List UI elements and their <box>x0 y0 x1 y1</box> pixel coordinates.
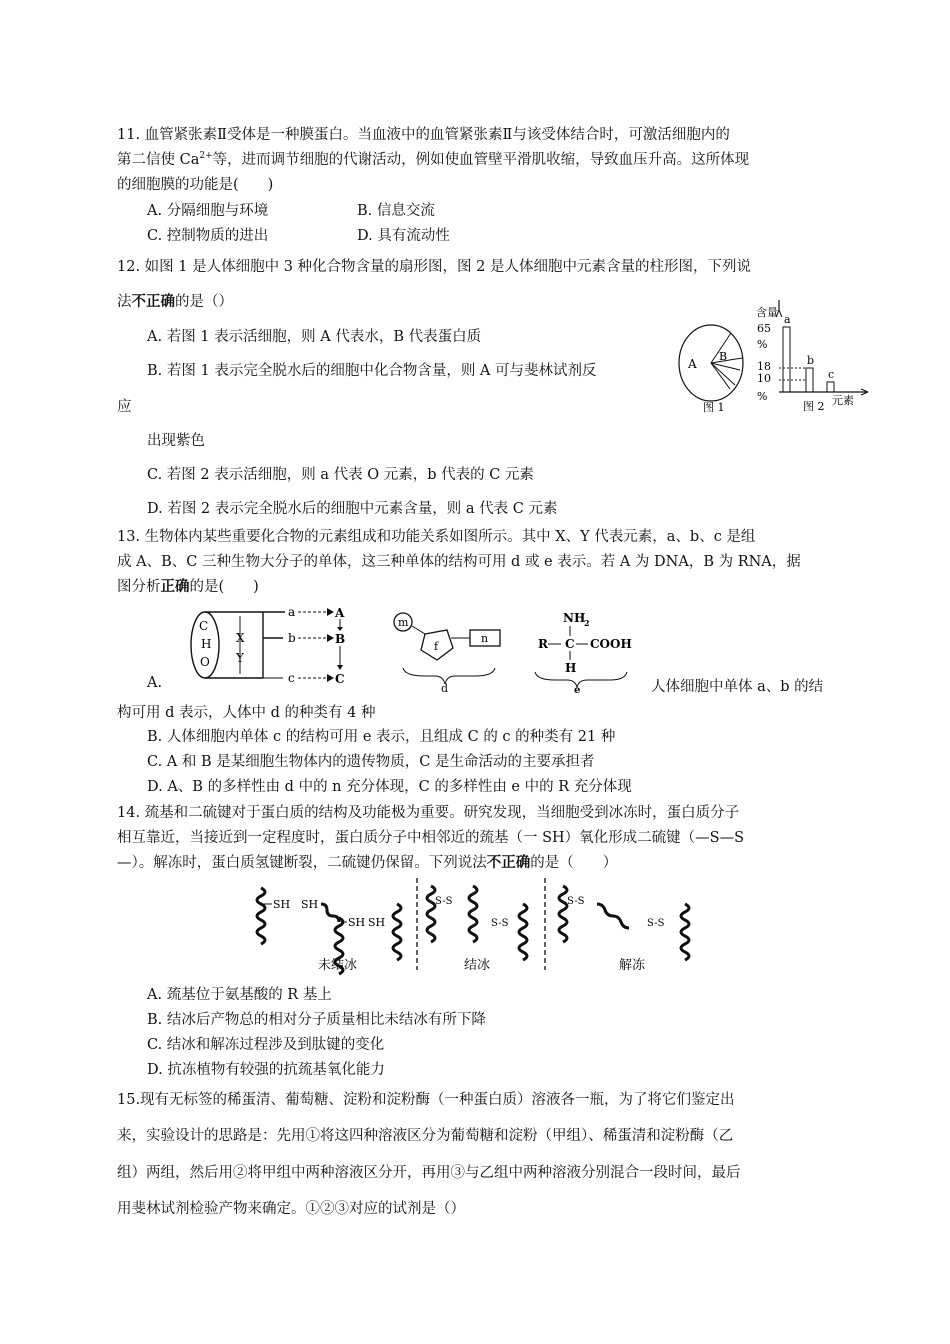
pie-label-a: A <box>688 357 697 371</box>
macro-a: A <box>335 606 345 620</box>
bar-label-c: c <box>828 368 835 381</box>
mono-b: b <box>288 631 296 645</box>
q13-option-d: D. A、B 的多样性由 d 中的 n 充分体现，C 的多样性由 e 中的 R 充分体现 <box>147 779 632 795</box>
nuc-n: n <box>481 632 489 645</box>
aa-nh2: NH <box>563 611 586 625</box>
nuc-f: f <box>434 640 439 653</box>
q14-figure <box>245 878 705 976</box>
q11-stem-line3: 的细胞膜的功能是( ) <box>117 177 274 193</box>
q11-option-d: D. 具有流动性 <box>357 228 450 244</box>
ss-sh-3: SH <box>348 916 366 929</box>
q12-option-b-wrap: 应 <box>117 399 132 415</box>
q12-option-d: D. 若图 2 表示完全脱水后的细胞中元素含量，则 a 代表 C 元素 <box>147 501 558 517</box>
q14-option-b: B. 结冰后产物总的相对分子质量相比未结冰有所下降 <box>147 1012 486 1028</box>
q11-stem-line2: 第二信使 $Ca^{2+}$等，进而调节细胞的代谢活动，例如使血管壁平滑肌收缩，导致血压升高。这所体现 <box>117 151 750 168</box>
q14-option-d: D. 抗冻植物有较强的抗巯基氧化能力 <box>147 1062 385 1078</box>
elem-x: X <box>236 631 245 645</box>
bar-pct-2: % <box>757 390 768 403</box>
q15-stem-line2: 来，实验设计的思路是：先用①将这四种溶液区分为葡萄糖和淀粉（甲组）、稀蛋清和淀粉酶（乙 <box>117 1128 734 1144</box>
label-thawed: 解冻 <box>619 958 646 973</box>
q12-option-b: B. 若图 1 表示完全脱水后的细胞中化合物含量，则 A 可与斐林试剂反 <box>147 363 597 379</box>
q13-option-c: C. A 和 B 是某细胞生物体内的遗传物质，C 是生命活动的主要承担者 <box>147 754 595 770</box>
elem-h: H <box>201 637 212 651</box>
macro-b: B <box>335 632 346 646</box>
aa-r: R <box>538 637 548 651</box>
q15-stem-line3: 组）两组，然后用②将甲组中两种溶液区分开，再用③与乙组中两种溶液分别混合一段时间，最后 <box>117 1165 741 1181</box>
q12-option-b-wrap2: 出现紫色 <box>147 433 205 449</box>
pie-label-b: B <box>719 350 728 363</box>
q11-option-b: B. 信息交流 <box>357 203 435 219</box>
ss-sh-2: SH <box>301 898 319 911</box>
mono-a: a <box>288 605 296 619</box>
q15-stem-line4: 用斐林试剂检验产物来确定。①②③对应的试剂是（） <box>117 1201 465 1217</box>
bar-tick-10: 10 <box>757 372 771 385</box>
ss-sh-4: SH <box>368 916 386 929</box>
protein-strand <box>257 888 265 944</box>
q12-stem-line2: 法不正确的是（） <box>117 293 233 310</box>
ss-bond-3: S-S <box>567 896 585 907</box>
q13-stem-line3: 图分析正确的是( ) <box>117 578 259 595</box>
ss-bond-4: S-S <box>647 918 665 929</box>
q14-stem-line1: 14. 巯基和二硫键对于蛋白质的结构及功能极为重要。研究发现，当细胞受到冰冻时，蛋白质分子 <box>117 805 740 821</box>
q14-stem-line3: —）。解冻时，蛋白质氢键断裂，二硫键仍保留。下列说法不正确的是（ ） <box>117 854 618 871</box>
elem-o: O <box>200 655 210 669</box>
q12-option-c: C. 若图 2 表示活细胞，则 a 代表 O 元素，b 代表的 C 元素 <box>147 467 534 483</box>
q13-option-a-tail: 人体细胞中单体 a、b 的结 <box>651 679 824 695</box>
aa-cooh: COOH <box>590 637 632 651</box>
protein-strand <box>427 886 435 942</box>
q11-option-a: A. 分隔细胞与环境 <box>147 203 269 219</box>
protein-strand <box>393 904 401 960</box>
q13-stem-line1: 13. 生物体内某些重要化合物的元素组成和功能关系如图所示。其中 X、Y 代表元素，a、b、c 是组 <box>117 529 756 545</box>
bar-tick-18: 18 <box>757 360 771 373</box>
mono-c: c <box>288 671 295 685</box>
elem-y: Y <box>236 651 244 665</box>
nuc-m: m <box>398 616 409 629</box>
bar-xlabel: 元素 <box>832 394 854 407</box>
label-frozen: 结冰 <box>464 958 491 973</box>
bar-tick-65: 65 <box>757 322 771 335</box>
ss-bond-2: S-S <box>491 918 509 929</box>
ss-bond-1: S-S <box>435 896 453 907</box>
nuc-d: d <box>441 682 449 695</box>
protein-strand <box>681 904 689 960</box>
q11-stem-line1: 11. 血管紧张素Ⅱ受体是一种膜蛋白。当血液中的血管紧张素Ⅱ与该受体结合时，可激活细胞内的 <box>117 127 730 143</box>
protein-strand <box>469 886 477 942</box>
q12-figure <box>672 300 872 418</box>
q13-option-a-lead: A. <box>147 675 163 691</box>
q12-stem-line1: 12. 如图 1 是人体细胞中 3 种化合物含量的扇形图，图 2 是人体细胞中元素含量的柱形图，下列说 <box>117 259 751 275</box>
q13-option-a-cont: 构可用 d 表示，人体中 d 的种类有 4 种 <box>117 705 376 721</box>
fig1-caption: 图 1 <box>703 401 725 414</box>
aa-c: C <box>565 637 575 651</box>
q13-figure <box>185 600 645 695</box>
bar-label-b: b <box>807 354 815 367</box>
aa-h: H <box>565 661 577 675</box>
q15-stem-line1: 15.现有无标签的稀蛋清、葡萄糖、淀粉和淀粉酶（一种蛋白质）溶液各一瓶，为了将它们鉴定出 <box>117 1092 735 1108</box>
q14-option-a: A. 巯基位于氨基酸的 R 基上 <box>147 987 332 1003</box>
q14-option-c: C. 结冰和解冻过程涉及到肽键的变化 <box>147 1037 385 1053</box>
protein-strand <box>519 904 527 960</box>
q13-option-b: B. 人体细胞内单体 c 的结构可用 e 表示，且组成 C 的 c 的种类有 21 种 <box>147 729 616 745</box>
elem-c: C <box>199 619 209 633</box>
macro-c: C <box>335 672 345 686</box>
label-unfrozen: 未结冰 <box>318 958 358 973</box>
fig2-caption: 图 2 <box>803 400 825 413</box>
q14-stem-line2: 相互靠近，当接近到一定程度时，蛋白质分子中相邻近的巯基（一 SH）氧化形成二硫键（—S—S <box>117 830 745 846</box>
bar-pct-1: % <box>757 338 768 351</box>
q13-stem-line2: 成 A、B、C 三种生物大分子的单体，这三种单体的结构可用 d 或 e 表示。若 A 为 DNA，B 为 RNA，据 <box>117 554 801 570</box>
protein-strand <box>559 886 567 942</box>
q12-option-a: A. 若图 1 表示活细胞，则 A 代表水，B 代表蛋白质 <box>147 329 482 345</box>
ss-sh-1: SH <box>273 898 291 911</box>
aa-nh2-sub: 2 <box>584 618 590 628</box>
bar-ylabel: 含量 <box>756 306 778 319</box>
aa-e: e <box>574 685 581 695</box>
bar-label-a: a <box>784 313 791 326</box>
q11-option-c: C. 控制物质的进出 <box>147 228 269 244</box>
